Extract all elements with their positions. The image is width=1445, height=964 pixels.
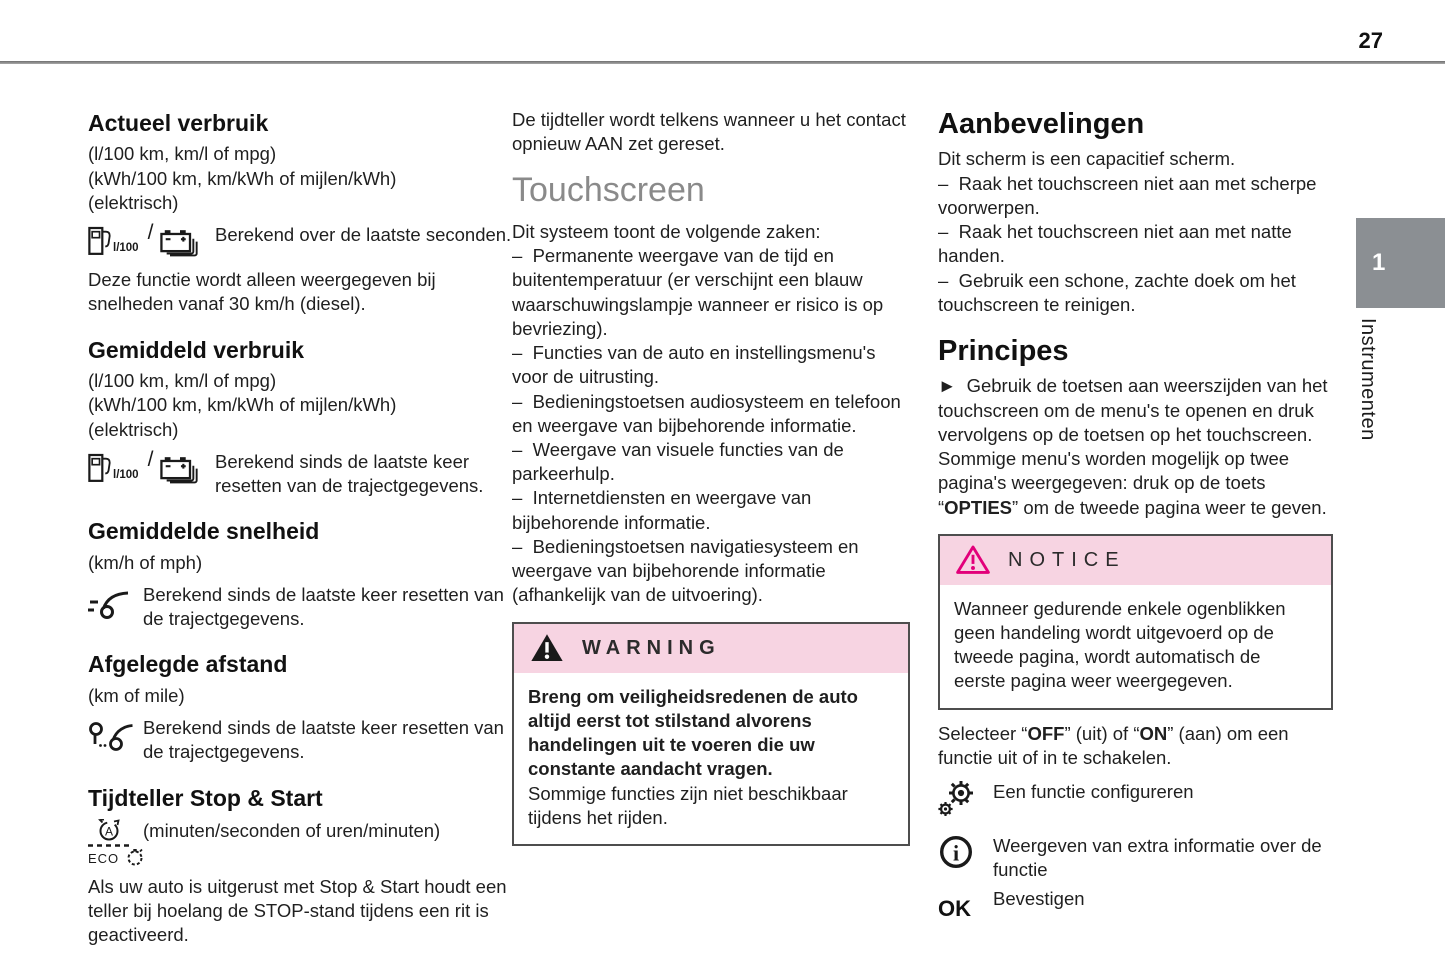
units-line: (kWh/100 km, km/kWh of mijlen/kWh) [88, 394, 397, 416]
icon-caption-row [88, 819, 512, 867]
distance-icon [88, 716, 134, 755]
column-right [938, 108, 1333, 923]
fuel-pump-icon [88, 450, 112, 484]
units-line: (l/100 km, km/l of mpg) [88, 143, 277, 165]
legend-row-info [938, 834, 1333, 882]
bullet-item: – Functies van de auto en instellingsmenu's voor de uitrusting. [512, 342, 881, 388]
units-line: (elektrisch) [88, 191, 179, 213]
legend-row-configure [938, 780, 1333, 818]
section-title-tijdteller-stop-start: Tijdteller Stop & Start [88, 784, 323, 811]
bullet-item: – Gebruik een schone, zachte doek om het touchscreen te reinigen. [938, 269, 1302, 315]
battery-icon [160, 450, 200, 487]
gears-icon [938, 780, 993, 818]
icon-caption: Berekend sinds de laatste keer resetten van de trajectgegevens. [143, 583, 504, 630]
bullet-item: – Internetdiensten en weergave van bijbehorende informatie. [512, 487, 817, 533]
fuel-unit-label: l/100 [113, 242, 139, 255]
units-line: (kWh/100 km, km/kWh of mijlen/kWh) [88, 167, 397, 189]
notice-body [940, 585, 1331, 708]
opties-key-label: OPTIES [944, 496, 1013, 518]
icon-caption-row [88, 447, 512, 498]
section-title-aanbevelingen: Aanbevelingen [938, 108, 1145, 140]
eco-label: ECO [88, 850, 120, 866]
fuel-battery-icons [88, 223, 215, 260]
svg-text:i: i [952, 840, 960, 866]
column-left [88, 108, 512, 948]
warning-bold-text: Breng om veiligheidsredenen de auto altijd eerst tot stilstand alvorens handelingen uit te voeren die uw constante aandacht vragen. [528, 685, 858, 780]
principes-text: ” om de tweede pagina weer te geven. [1012, 496, 1327, 518]
notice-box [938, 534, 1333, 710]
notice-label: NOTICE [1008, 549, 1126, 572]
warning-box [512, 622, 910, 846]
units-line: (l/100 km, km/l of mpg) [88, 370, 277, 392]
info-icon [938, 834, 993, 870]
legend-row-ok [938, 887, 1333, 924]
bullet-item: – Bedieningstoetsen navigatiesysteem en weergave van bijbehorende informatie (afhankelijk van de uitvoering). [512, 535, 864, 606]
column-middle [512, 108, 910, 846]
lead-paragraph: Dit systeem toont de volgende zaken: [512, 220, 821, 242]
legend-label: Een functie configureren [993, 781, 1194, 803]
ok-text: OK [938, 895, 971, 921]
chapter-title-vertical: Instrumenten [1357, 318, 1379, 441]
section-note: Als uw auto is uitgerust met Stop & Start houdt een teller bij hoelang de STOP-stand tijdens een rit is geactiveerd. [88, 875, 507, 946]
intro-paragraph: De tijdteller wordt telkens wanneer u het contact opnieuw AAN zet gereset. [512, 109, 906, 155]
section-note: Deze functie wordt alleen weergegeven bij snelheden vanaf 30 km/h (diesel). [88, 269, 436, 315]
slash-separator: / [147, 221, 154, 245]
chapter-tab [1356, 218, 1445, 308]
stop-start-eco-icon-cell [88, 819, 143, 867]
icon-caption: (minuten/seconden of uren/minuten) [143, 819, 441, 841]
page-number: 27 [1358, 28, 1383, 53]
fuel-battery-icons [88, 447, 215, 487]
section-title-gemiddeld-verbruik: Gemiddeld verbruik [88, 336, 305, 363]
battery-icon [160, 223, 200, 260]
slash-separator: / [147, 447, 154, 471]
on-key-label: ON [1139, 722, 1168, 744]
bullet-item: – Weergave van visuele functies van de parkeerhulp. [512, 438, 849, 485]
lead-paragraph: Dit scherm is een capacitief scherm. [938, 148, 1236, 170]
warning-header [514, 624, 908, 673]
icon-caption: Berekend over de laatste seconden. [215, 224, 512, 246]
average-speed-icon [88, 583, 130, 622]
section-title-gemiddelde-snelheid: Gemiddelde snelheid [88, 518, 320, 545]
units-line: (elektrisch) [88, 418, 179, 440]
bullet-item: – Raak het touchscreen niet aan met natte handen. [938, 221, 1297, 267]
section-title-afgelegde-afstand: Afgelegde afstand [88, 651, 288, 678]
bullet-item: – Bedieningstoetsen audiosysteem en telefoon en weergave van bijbehorende informatie. [512, 390, 906, 436]
notice-triangle-icon [956, 545, 990, 575]
units-line: (km of mile) [88, 684, 185, 706]
ok-key-label [938, 887, 993, 924]
header-rule [0, 61, 1445, 64]
principes-text: Gebruik de toetsen aan weerszijden van het touchscreen om de menu's te openen en druk vervolgens op de toetsen op het touchscreen. Sommige menu's worden mogelijk op twee pagina's weergegeven: druk op de toets “ [938, 375, 1333, 518]
stop-start-eco-icon [88, 819, 146, 867]
icon-caption: Berekend sinds de laatste keer resetten van de trajectgegevens. [143, 717, 504, 763]
section-title-actueel-verbruik: Actueel verbruik [88, 110, 269, 136]
legend-label: Bevestigen [993, 887, 1085, 909]
select-text: Selecteer “ [938, 722, 1028, 744]
chapter-tab-number: 1 [1372, 249, 1386, 276]
distance-icon-cell [88, 716, 143, 755]
icon-caption: Berekend sinds de laatste keer resetten van de trajectgegevens. [215, 450, 484, 496]
off-key-label: OFF [1027, 722, 1065, 744]
select-text: ” (aan) om een functie uit of in te schakelen. [938, 722, 1294, 768]
notice-text: Wanneer gedurende enkele ogenblikken geen handeling wordt uitgevoerd op de tweede pagina, wordt automatisch de eerste pagina weer weergegeven. [954, 597, 1286, 692]
icon-caption-row [88, 716, 512, 764]
warning-text: Sommige functies zijn niet beschikbaar tijdens het rijden. [528, 782, 848, 828]
section-title-principes: Principes [938, 334, 1069, 367]
icon-caption-row [88, 223, 512, 260]
legend-label: Weergeven van extra informatie over de functie [993, 835, 1322, 881]
bullet-item: – Raak het touchscreen niet aan met scherpe voorwerpen. [938, 172, 1322, 218]
warning-triangle-icon [530, 633, 564, 663]
select-on-off-paragraph [938, 722, 1333, 770]
icon-caption-row [88, 583, 512, 631]
section-title-touchscreen: Touchscreen [512, 171, 705, 210]
fuel-pump-icon [88, 223, 112, 257]
average-speed-icon-cell [88, 583, 143, 622]
bullet-item: – Permanente weergave van de tijd en buitentemperatuur (er verschijnt een blauw waarschuwingslampje wanneer er risico is op bevriezing). [512, 245, 889, 339]
stop-start-a-label: A [104, 824, 114, 839]
units-line: (km/h of mph) [88, 551, 203, 573]
arrow-bullet: ► [938, 375, 957, 397]
notice-header [940, 536, 1331, 585]
warning-label: WARNING [582, 637, 721, 660]
select-text: ” (uit) of “ [1064, 722, 1140, 744]
principes-paragraph [938, 374, 1333, 519]
fuel-unit-label: l/100 [113, 468, 139, 481]
warning-body [514, 673, 908, 844]
